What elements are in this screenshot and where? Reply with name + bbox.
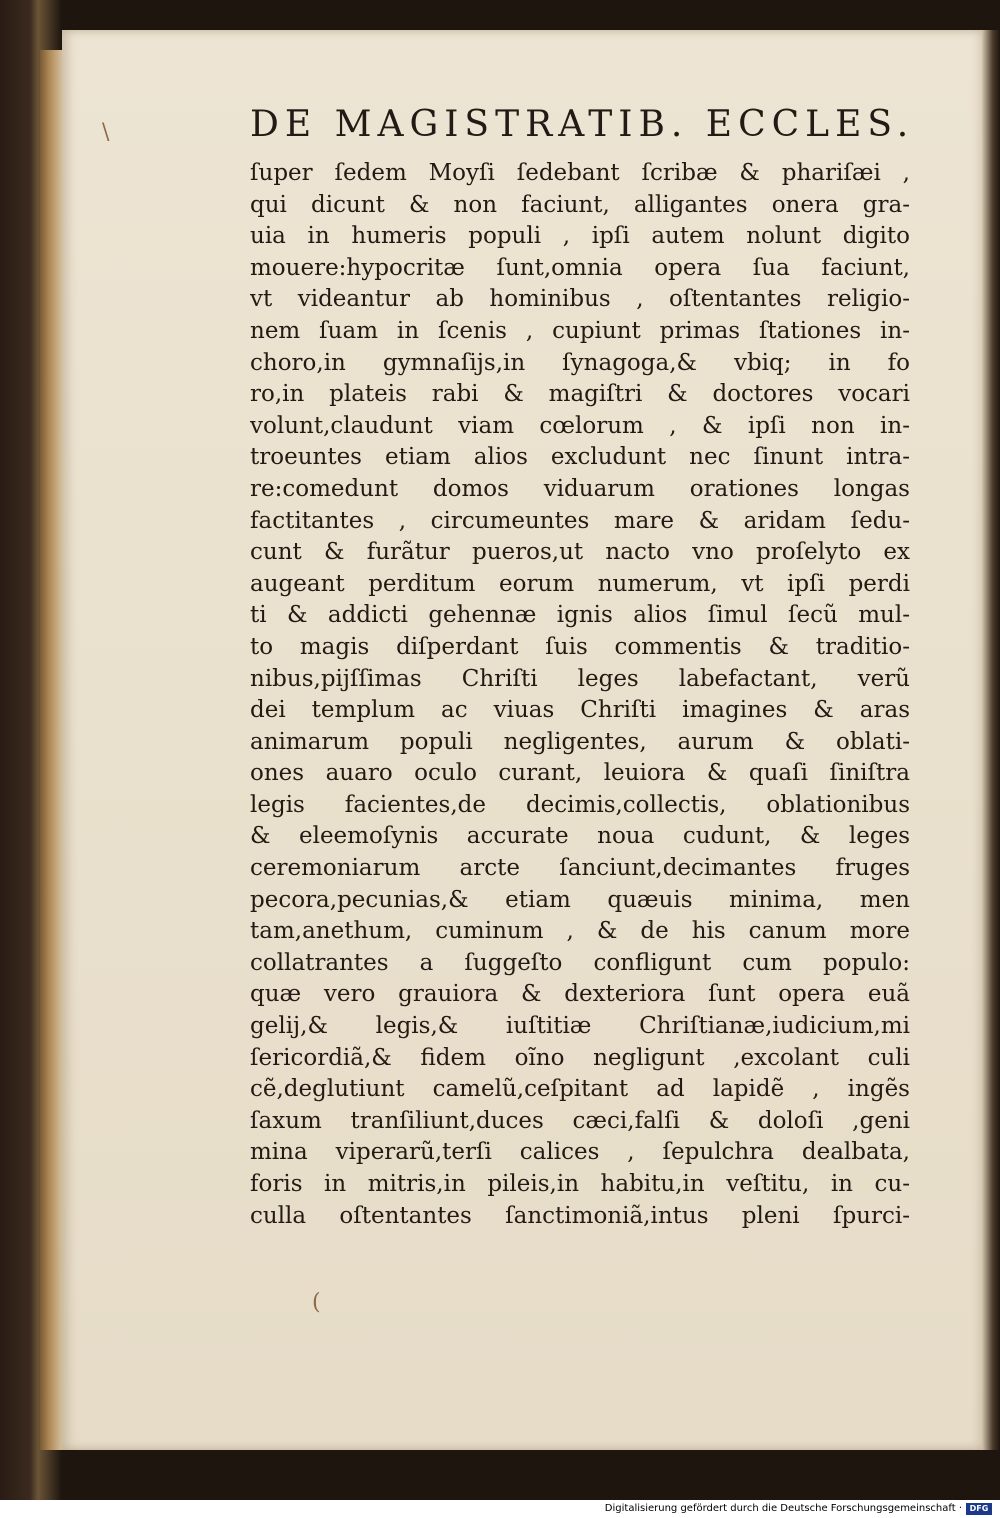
page-left-edge [40,50,64,1450]
text-line: volunt,claudunt viam cœlorum , & ipſi non in- [250,412,910,439]
text-line: & eleemoſynis accurate noua cudunt, & leges [250,823,910,850]
text-line: pecora,pecunias,& etiam quæuis minima, men [250,886,910,913]
text-line: culla oſtentantes ſanctimoniã,intus pleni ſpurci- [250,1202,910,1229]
text-line: tam,anethum, cuminum , & de his canum more [250,918,910,945]
text-line: troeuntes etiam alios excludunt nec ſinunt intra- [250,444,910,471]
text-block [250,158,910,1232]
text-line: ceremoniarum arcte ſanciunt,decimantes fruges [250,855,910,882]
margin-mark: \ [102,120,110,145]
running-head: DE MAGISTRATIB. ECCLES. [250,104,915,145]
text-line: qui dicunt & non faciunt, alligantes onera gra- [250,191,910,218]
text-line: nibus,pijſſimas Chriſti leges labefactant, verũ [250,665,910,692]
text-line: ſericordiã,& fidem oĩno negligunt ,excolant culi [250,1044,910,1071]
text-line: ſuper ſedem Moyſi ſedebant ſcribæ & phariſæi , [250,160,910,186]
text-line: ſaxum tranſiliunt,duces cæci,falſi & doloſi ,geni [250,1107,910,1134]
dfg-logo: DFG [966,1503,992,1515]
text-line: re:comedunt domos viduarum orationes longas [250,475,910,502]
text-line: mouere:hypocritæ ſunt,omnia opera ſua faciunt, [250,254,910,281]
text-line: legis facientes,de decimis,collectis, oblationibus [250,791,910,818]
footer-bar [0,1500,1000,1518]
text-line: quæ vero grauiora & dexteriora ſunt opera euã [250,981,910,1008]
funding-credit: Digitalisierung gefördert durch die Deutsche Forschungsgemeinschaft · [604,1503,962,1514]
text-line: factitantes , circumeuntes mare & aridam ſedu- [250,507,910,534]
text-line: to magis diſperdant ſuis commentis & traditio- [250,633,910,660]
text-line: gelij,& legis,& iuſtitiæ Chriſtianæ,iudicium,mi [250,1013,910,1040]
text-line: collatrantes a ſuggeſto confligunt cum populo: [250,949,910,976]
text-line: nem ſuam in ſcenis , cupiunt primas ſtationes in- [250,317,910,344]
text-line: vt videantur ab hominibus , oſtentantes religio- [250,286,910,313]
text-line: animarum populi negligentes, aurum & oblati- [250,728,910,755]
page-right-edge [982,30,1000,1450]
text-line: dei templum ac viuas Chriſti imagines & aras [250,697,910,724]
margin-mark: ( [312,1290,321,1315]
text-line: cẽ,deglutiunt camelũ,ceſpitant ad lapidẽ , ingẽs [250,1076,910,1103]
text-line: foris in mitris,in pileis,in habitu,in veſtitu, in cu- [250,1171,910,1197]
text-line: ones auaro oculo curant, leuiora & quaſi ſiniſtra [250,760,910,787]
text-line: choro,in gymnaſijs,in ſynagoga,& vbiq; in fo [250,349,910,376]
text-line: augeant perditum eorum numerum, vt ipſi perdi [250,570,910,597]
text-line: ti & addicti gehennæ ignis alios ſimul ſecũ mul- [250,602,910,629]
text-line: ro,in plateis rabi & magiſtri & doctores vocari [250,381,910,408]
text-line: uia in humeris populi , ipſi autem nolunt digito [250,223,910,250]
text-line: cunt & furãtur pueros,ut nacto vno proſelyto ex [250,539,910,566]
text-line: mina viperarũ,terſi calices , ſepulchra dealbata, [250,1139,910,1166]
